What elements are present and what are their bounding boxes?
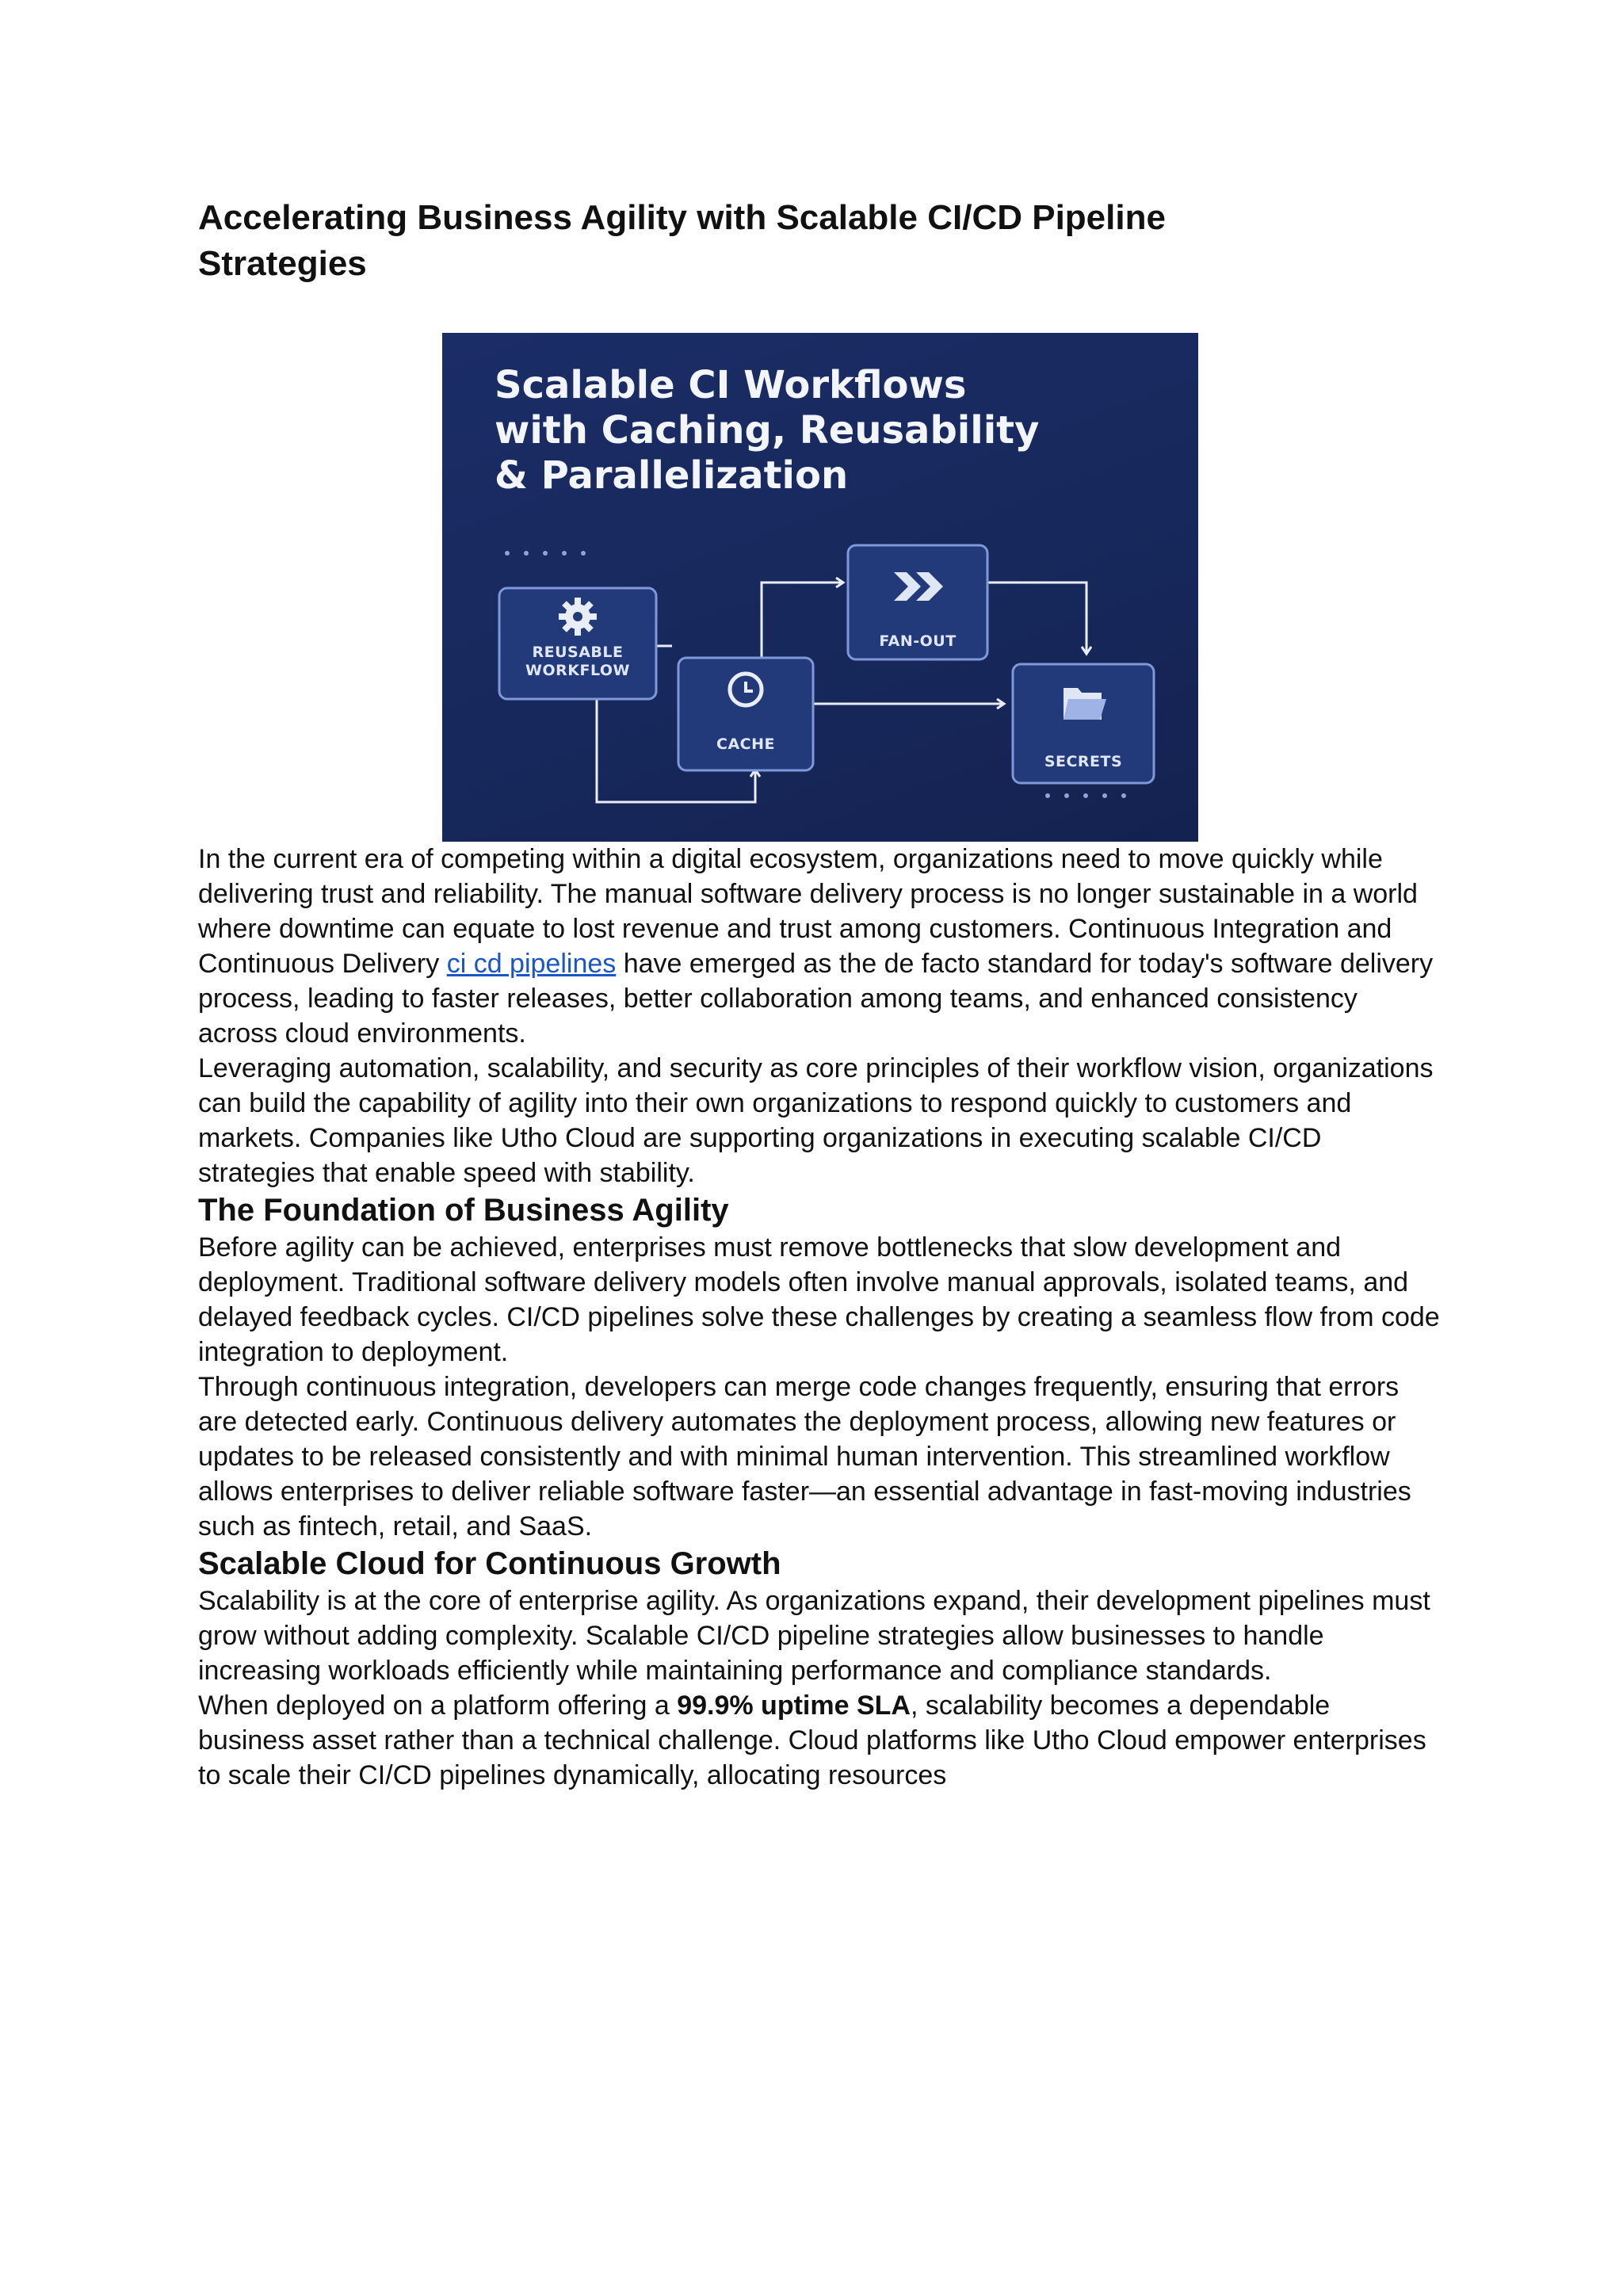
title-line-2: Strategies <box>198 244 367 283</box>
section-heading-scalable-cloud: Scalable Cloud for Continuous Growth <box>198 1546 781 1581</box>
decorative-dots-bottom <box>1045 793 1126 798</box>
figure-title-line-1: Scalable CI Workflows <box>495 363 967 407</box>
title-line-1: Accelerating Business Agility with Scalable CI/CD Pipeline <box>198 198 1166 237</box>
paragraph-continuous-integration: Through continuous integration, developers can merge code changes frequently, ensuring that errors are detected early. Continuous delivery automates the deployment process, allowing new features or updates to be released consistently and with minimal human intervention. This streamlined workflow allows enterprises to deliver reliable software faster—an essential advantage in fast-moving industries such as fintech, retail, and SaaS. <box>198 1372 1411 1541</box>
paragraph-scalability: Scalability is at the core of enterprise agility. As organizations expand, their development pipelines must grow without adding complexity. Scalable CI/CD pipeline strategies allow businesses to handle increasing workloads efficiently while maintaining performance and compliance standards. <box>198 1586 1430 1686</box>
figure-title-line-3: & Parallelization <box>495 453 849 498</box>
folder-icon <box>1064 688 1106 720</box>
figure-title-line-2: with Caching, Reusability <box>495 408 1040 453</box>
decorative-dots-top <box>505 551 586 556</box>
cache-label: CACHE <box>716 735 775 753</box>
secrets-label: SECRETS <box>1044 753 1123 770</box>
page-title <box>198 195 1442 287</box>
uptime-sla-emphasis: 99.9% uptime SLA <box>677 1690 911 1721</box>
connector-fanout-to-secrets <box>972 583 1086 653</box>
reusable-workflow-label: REUSABLE WORKFLOW <box>525 644 630 679</box>
fan-out-label: FAN-OUT <box>879 632 957 650</box>
connector-cache-to-fanout <box>762 583 842 658</box>
paragraph-uptime: When deployed on a platform offering a 99.9% uptime SLA, scalability becomes a dependable business asset rather than a technical challenge. Cloud platforms like Utho Cloud empower enterprises to scale their CI/CD pipelines dynamically, allocating resources <box>198 1690 1426 1790</box>
gear-icon <box>559 598 597 636</box>
section-heading-foundation: The Foundation of Business Agility <box>198 1193 729 1228</box>
paragraph-automation: Leveraging automation, scalability, and security as core principles of their workflow vision, organizations can build the capability of agility into their own organizations to respond quickly to customers and markets. Companies like Utho Cloud are supporting organizations in executing scalable CI/CD strategies that enable speed with stability. <box>198 1053 1434 1188</box>
article-body <box>198 195 1442 1793</box>
workflow-illustration <box>442 333 1198 842</box>
paragraph-foundation: Before agility can be achieved, enterprises must remove bottlenecks that slow development and deployment. Traditional software delivery models often involve manual approvals, isolated teams, and delayed feedback cycles. CI/CD pipelines solve these challenges by creating a seamless flow from code integration to deployment. <box>198 1232 1440 1367</box>
paragraph-intro: In the current era of competing within a digital ecosystem, organizations need to move quickly while delivering trust and reliability. The manual software delivery process is no longer sustainable in a world where downtime can equate to lost revenue and trust among customers. Continuous Integration and Continuous Delivery ci cd pipelines have emerged as the de facto standard for today's software delivery process, leading to faster releases, better collaboration among teams, and enhanced consistency across cloud environments. <box>198 844 1434 1049</box>
ci-cd-pipelines-link[interactable]: ci cd pipelines <box>446 949 617 979</box>
figure-container <box>198 333 1442 842</box>
